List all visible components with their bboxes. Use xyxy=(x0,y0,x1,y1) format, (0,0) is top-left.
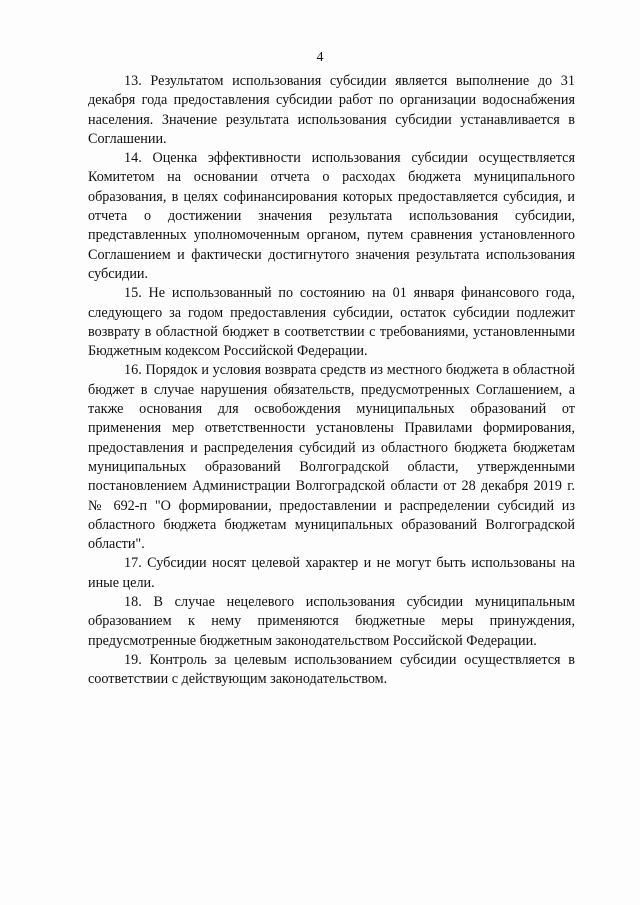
paragraph-16: 16. Порядок и условия возврата средств из местного бюджета в областной бюджет в случае нарушения обязательств, предусмотренных Соглашением, а также основания для освобождения муниципальных образований от применения мер ответственности установлены Правилами формирования, предоставления и распределения субсидий из областного бюджета бюджетам муниципальных образований Волгоградской области, утвержденными постановлением Администрации Волгоградской области от 28 декабря 2019 г. № 692-п "О формировании, предоставлении и распределении субсидий из областного бюджета бюджетам муниципальных образований Волгоградской области". xyxy=(88,362,575,553)
paragraph-19: 19. Контроль за целевым использованием субсидии осуществляется в соответствии с действующим законодательством. xyxy=(88,651,575,688)
paragraph-14: 14. Оценка эффективности использования субсидии осуществляется Комитетом на основании отчета о расходах бюджета муниципального образования, в целях софинансирования которых предоставляется субсидия, и отчета о достижении значения результата использования субсидии, представленных уполномоченным органом, путем сравнения установленного Соглашением и фактически достигнутого значения результата использования субсидии. xyxy=(88,150,575,282)
paragraph-13: 13. Результатом использования субсидии является выполнение до 31 декабря года предоставления субсидии работ по организации водоснабжения населения. Значение результата использования субсидии устанавливается в Соглашении. xyxy=(88,73,575,147)
page-number: 4 xyxy=(316,50,324,65)
paragraph-17: 17. Субсидии носят целевой характер и не могут быть использованы на иные цели. xyxy=(88,555,575,591)
paragraph-18: 18. В случае нецелевого использования субсидии муниципальным образованием к нему применяются бюджетные меры принуждения, предусмотренные бюджетным законодательством Российской Федерации. xyxy=(88,594,575,649)
document-body xyxy=(88,72,575,690)
paragraph-15: 15. Не использованный по состоянию на 01 января финансового года, следующего за годом предоставления субсидии, остаток субсидии подлежит возврату в областной бюджет в соответствии с требованиями, установленными Бюджетным кодексом Российской Федерации. xyxy=(88,285,575,360)
